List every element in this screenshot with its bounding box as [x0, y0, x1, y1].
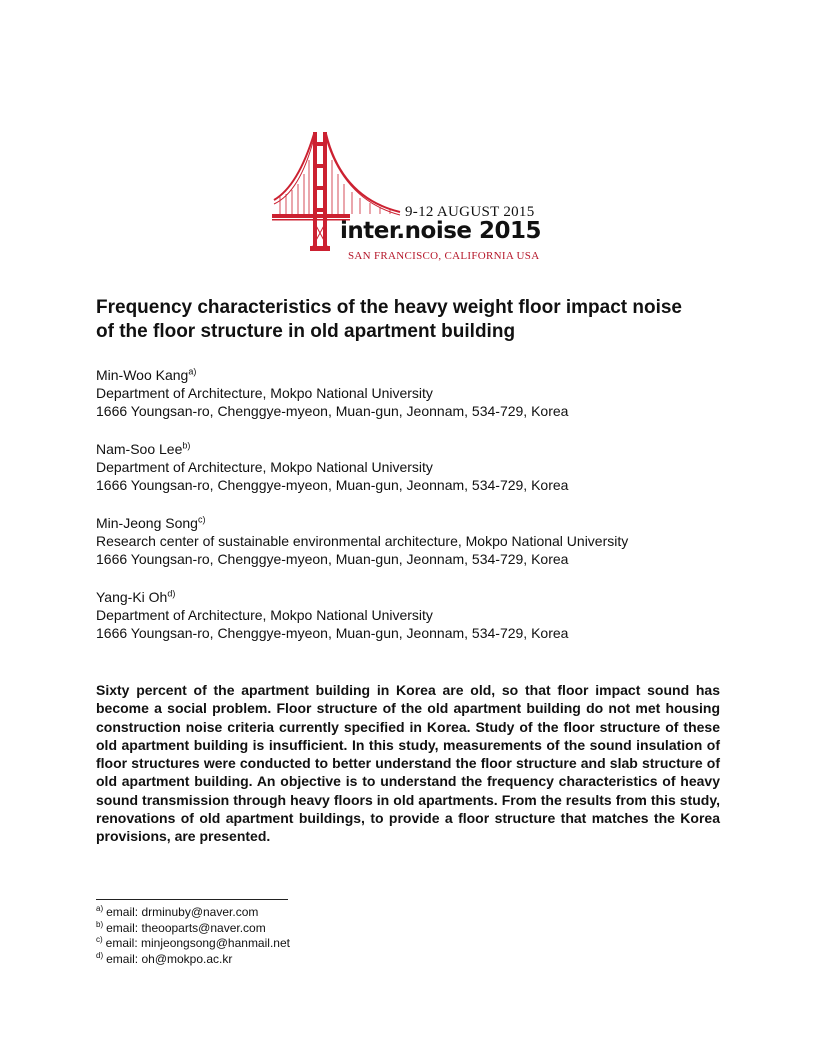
author-name: Nam-Soo Lee	[96, 441, 183, 457]
author-affiliation: Department of Architecture, Mokpo National University	[96, 385, 433, 401]
author-address: 1666 Youngsan-ro, Chenggye-myeon, Muan-gun, Jeonnam, 534-729, Korea	[96, 551, 569, 567]
footnote	[96, 921, 496, 937]
author-list	[96, 366, 736, 662]
footnote-mark: d)	[96, 950, 104, 960]
author-name-line	[96, 514, 736, 532]
author-name: Yang-Ki Oh	[96, 589, 168, 605]
abstract-text: Sixty percent of the apartment building in Korea are old, so that floor impact sound has become a social problem. Floor structure of the old apartment building do not met housing construction noise criteria currently specified in Korea. Study of the floor structure of these old apartment building is insufficient. In this study, measurements of the sound insulation of floor structures were conducted to better understand the floor structure and slab structure of old apartment building. An objective is to understand the frequency characteristics of heavy sound transmission through heavy floors in old apartments. From the results from this study, renovations of old apartment buildings, to provide a floor structure that matches the Korea provisions, are presented.	[96, 682, 720, 845]
author-affiliation: Research center of sustainable environmental architecture, Mokpo National University	[96, 533, 629, 549]
author-name-line	[96, 440, 736, 458]
title-line-1: Frequency characteristics of the heavy weight floor impact noise	[96, 297, 683, 318]
footnote-mark: a)	[96, 904, 104, 913]
author-mark: a)	[188, 366, 197, 377]
footnote-email: email: minjeongsong@hanmail.net	[105, 936, 290, 950]
footnote-email: email: oh@mokpo.ac.kr	[106, 951, 233, 966]
footnote-mark: b)	[96, 919, 104, 929]
author-address: 1666 Youngsan-ro, Chenggye-myeon, Muan-gun, Jeonnam, 534-729, Korea	[96, 477, 569, 493]
footnote-email: email: drminuby@naver.com	[106, 905, 259, 919]
author-address: 1666 Youngsan-ro, Chenggye-myeon, Muan-gun, Jeonnam, 534-729, Korea	[96, 625, 569, 641]
author-block	[96, 440, 736, 494]
conference-location: SAN FRANCISCO, CALIFORNIA USA	[348, 250, 540, 262]
footnote	[96, 905, 496, 921]
author-mark: c)	[197, 514, 206, 525]
author-block	[96, 514, 736, 568]
golden-gate-bridge-icon	[270, 128, 550, 268]
paper-title	[96, 296, 736, 344]
author-mark: d)	[167, 588, 176, 599]
conference-logo	[270, 128, 550, 268]
footnote-divider	[96, 899, 288, 900]
author-affiliation: Department of Architecture, Mokpo National University	[96, 607, 433, 623]
author-name: Min-Woo Kang	[96, 367, 189, 383]
author-mark: b)	[182, 440, 191, 451]
author-name: Min-Jeong Song	[96, 515, 198, 531]
author-affiliation: Department of Architecture, Mokpo National University	[96, 459, 433, 475]
footnotes	[96, 905, 496, 967]
author-name-line	[96, 588, 736, 606]
author-block	[96, 366, 736, 420]
author-block	[96, 588, 736, 642]
footnote	[96, 936, 496, 952]
conference-brand: inter.noise 2015	[340, 218, 542, 244]
author-name-line	[96, 366, 736, 384]
footnote	[96, 952, 496, 968]
footnote-mark: c)	[96, 935, 103, 944]
conference-dates: 9-12 AUGUST 2015	[405, 204, 535, 220]
footnote-email: email: theooparts@naver.com	[106, 920, 266, 935]
author-address: 1666 Youngsan-ro, Chenggye-myeon, Muan-gun, Jeonnam, 534-729, Korea	[96, 403, 569, 419]
title-line-2: of the floor structure in old apartment building	[96, 321, 516, 342]
